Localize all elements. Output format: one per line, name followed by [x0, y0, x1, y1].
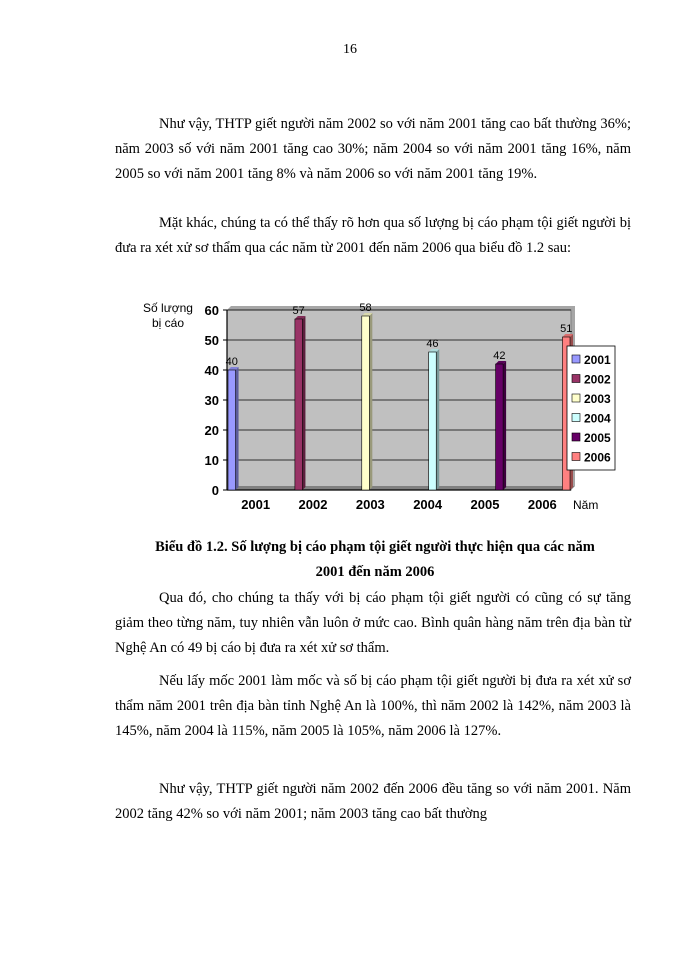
- bar-chart: [140, 296, 611, 518]
- y-tick-label: 0: [211, 483, 219, 498]
- x-tick-label: 2001: [241, 497, 271, 512]
- data-label-2003: 58: [359, 302, 372, 314]
- data-label-2006: 51: [560, 323, 573, 335]
- bar-2005: [496, 364, 504, 490]
- paragraph-1: Như vậy, THTP giết người năm 2002 so với năm 2001 tăng cao bất thường 36%; năm 2003 số với năm 2001 tăng cao 30%; năm 2004 so với năm 2001 tăng 16%, năm 2005 so với năm 2001 tăng 8% và năm 2006 so với năm 2001 tăng 19%.: [115, 116, 631, 182]
- data-label-2002: 57: [292, 305, 305, 317]
- legend-swatch-2001: [572, 355, 580, 363]
- legend-label: 2005: [584, 431, 611, 445]
- y-tick-label: 10: [204, 453, 219, 468]
- legend-swatch-2006: [572, 453, 580, 461]
- paragraph-4: Nếu lấy mốc 2001 làm mốc và số bị cáo phạm tội giết người bị đưa ra xét xử sơ thẩm năm 2001 trên địa bàn tỉnh Nghệ An là 100%, thì năm 2002 là 142%, năm 2003 là 145%, năm 2004 là 115%, năm 2005 là 105%, năm 2006 là 127%.: [115, 673, 631, 739]
- bar-side: [369, 313, 372, 490]
- bar-2001: [228, 370, 236, 490]
- bar-2004: [429, 352, 437, 490]
- bar-2002: [295, 319, 303, 490]
- y-tick-label: 50: [204, 333, 219, 348]
- x-axis-label: Năm: [573, 498, 599, 512]
- y-axis-label: bị cáo: [151, 316, 185, 330]
- x-tick-label: 2006: [527, 497, 557, 512]
- y-tick-label: 20: [204, 423, 219, 438]
- legend-label: 2004: [584, 411, 611, 426]
- legend-label: 2006: [584, 450, 611, 465]
- chart-caption: [110, 535, 640, 585]
- data-label-2001: 40: [225, 356, 238, 368]
- y-tick-label: 30: [204, 393, 219, 408]
- x-tick-label: 2002: [298, 497, 328, 512]
- data-label-2004: 46: [426, 338, 439, 350]
- paragraph-2: Mặt khác, chúng ta có thể thấy rõ hơn qua số lượng bị cáo phạm tội giết người bị đưa ra xét xử sơ thẩm qua các năm từ 2001 đến năm 2006 qua biểu đồ 1.2 sau:: [115, 215, 631, 256]
- legend-swatch-2002: [572, 375, 580, 383]
- legend-label: 2001: [584, 353, 611, 367]
- paragraph-3: Qua đó, cho chúng ta thấy với bị cáo phạm tội giết người có cũng có sự tăng giảm theo từng năm, tuy nhiên vẫn luôn ở mức cao. Bình quân hàng năm trên địa bàn từ Nghệ An có 49 bị cáo bị đưa ra xét xử sơ thẩm.: [115, 590, 631, 656]
- x-tick-label: 2003: [355, 497, 385, 512]
- y-tick-label: 40: [204, 363, 219, 378]
- y-tick-label: 60: [204, 303, 219, 318]
- chart-caption-line-2: 2001 đến năm 2006: [315, 564, 435, 580]
- chart-caption-line-1: Biểu đồ 1.2. Số lượng bị cáo phạm tội giết người thực hiện qua các năm: [155, 539, 595, 555]
- data-label-2005: 42: [493, 350, 506, 362]
- legend-swatch-2004: [572, 414, 580, 422]
- bar-side: [302, 316, 305, 490]
- x-tick-label: 2005: [470, 497, 500, 512]
- bar-side: [236, 367, 239, 490]
- page-number: 16: [343, 42, 357, 57]
- paragraph-5: Như vậy, THTP giết người năm 2002 đến 2006 đều tăng so với năm 2001. Năm 2002 tăng 42% so với năm 2001; năm 2003 tăng cao bất thường: [115, 781, 631, 822]
- bar-side: [436, 349, 439, 490]
- legend-label: 2003: [584, 392, 611, 406]
- bar-2003: [362, 316, 370, 490]
- x-tick-label: 2004: [413, 497, 443, 512]
- legend-swatch-2003: [572, 394, 580, 402]
- bar-side: [503, 361, 506, 490]
- y-axis-label: Số lượng: [143, 301, 193, 315]
- legend-label: 2002: [584, 372, 611, 387]
- legend-swatch-2005: [572, 433, 580, 441]
